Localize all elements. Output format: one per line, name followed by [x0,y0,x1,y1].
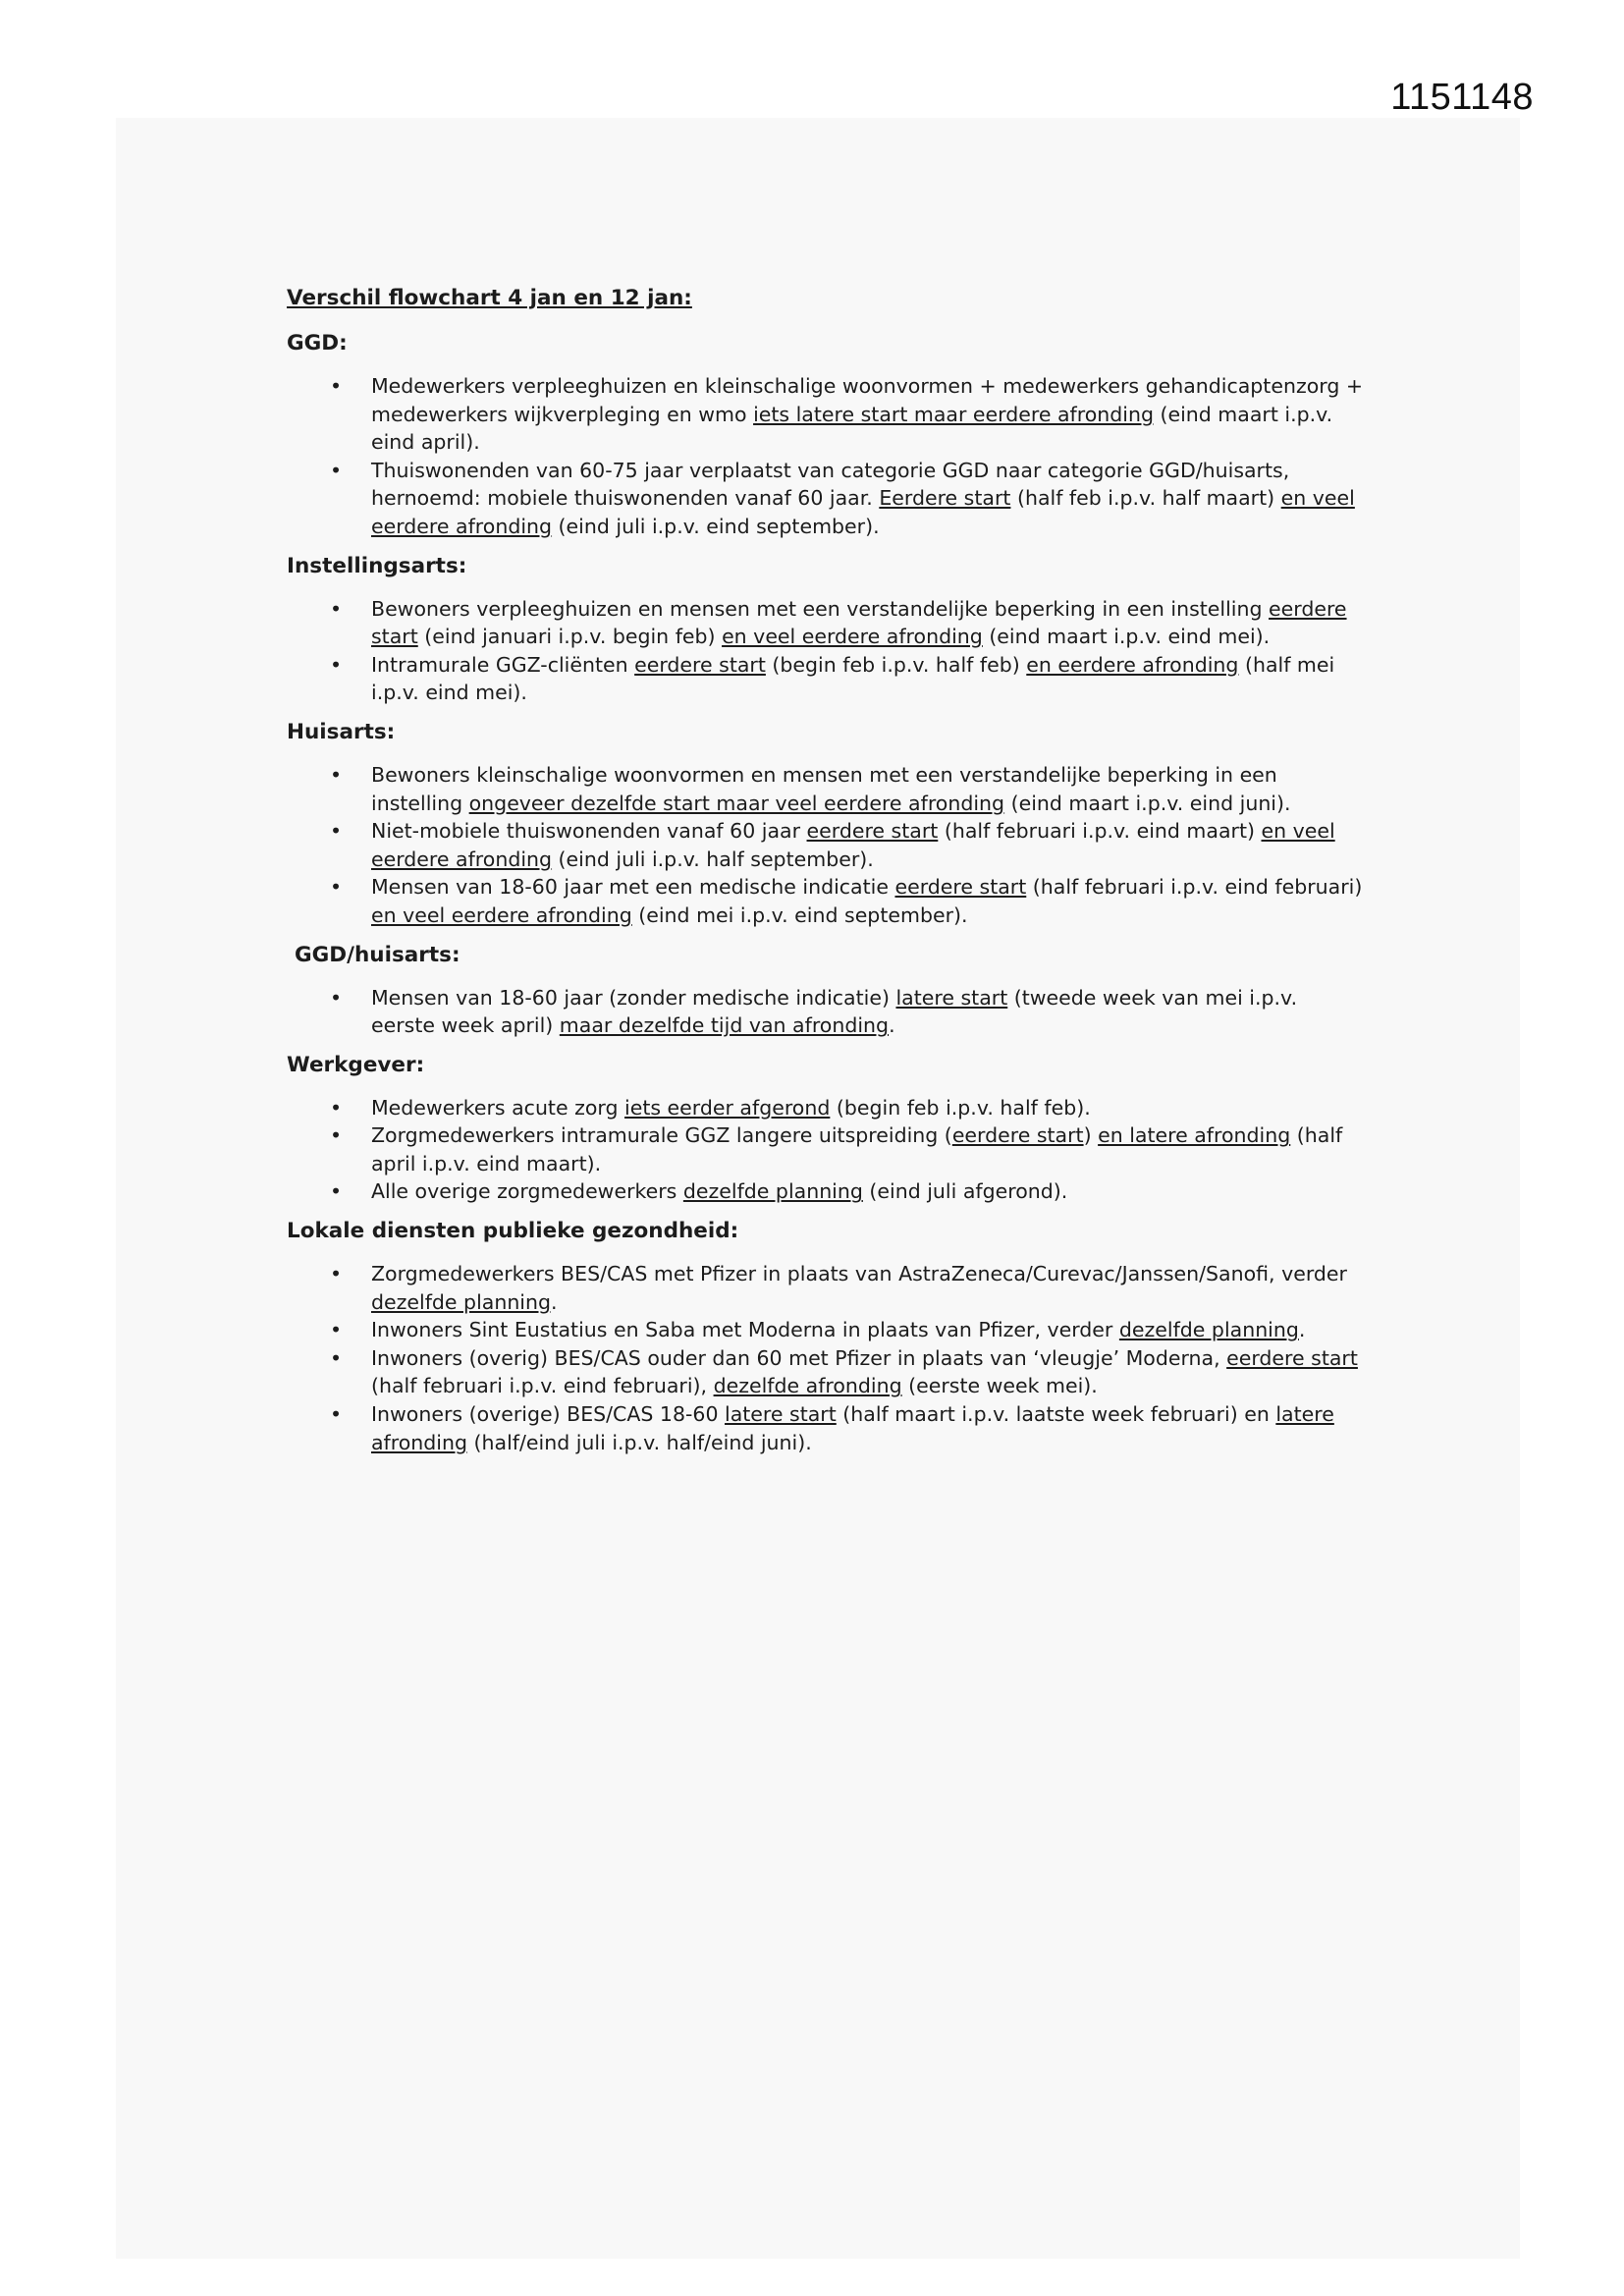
text-segment: (half april i.p.v. eind maart). [371,1123,1343,1175]
document-number: 1151148 [1390,77,1534,118]
text-segment: (eind juli i.p.v. half september). [552,847,874,871]
text-segment: (half maart i.p.v. laatste week februari) en [836,1402,1276,1427]
list-item [287,1177,1367,1206]
text-segment: (eind juli i.p.v. eind september). [552,514,880,538]
text-segment: Inwoners (overig) BES/CAS ouder dan 60 met Pfizer in plaats van ‘vleugje’ Moderna, [371,1345,1227,1370]
text-segment: Alle overige zorgmedewerkers [371,1179,683,1204]
text-segment: (eind maart i.p.v. eind april). [371,402,1333,455]
list-item [287,1400,1367,1456]
section-heading: GGD/huisarts: [295,942,460,967]
underlined-text: en veel eerdere afronding [371,902,632,927]
underlined-text: en veel eerdere afronding [371,819,1335,871]
underlined-text: Eerdere start [879,486,1011,511]
underlined-text: iets eerder afgerond [624,1095,831,1120]
document-title: Verschil flowchart 4 jan en 12 jan: [287,286,692,310]
section [287,1052,1367,1206]
list-item [287,1344,1367,1400]
underlined-text: eerdere start [634,652,766,677]
list-item [287,873,1367,929]
text-segment: (half/eind juli i.p.v. half/eind juni). [467,1430,812,1454]
text-segment: Niet-mobiele thuiswonenden vanaf 60 jaar [371,819,807,844]
text-segment: Inwoners (overige) BES/CAS 18-60 [371,1402,726,1427]
text-segment: (eind maart i.p.v. eind mei). [982,625,1271,649]
list-item [287,372,1367,457]
underlined-text: eerdere start [951,1123,1084,1148]
underlined-text: en veel eerdere afronding [371,486,1355,538]
section-heading: GGD: [287,331,348,355]
text-segment: Bewoners kleinschalige woonvormen en mensen met een verstandelijke beperking in een instelling [371,762,1277,815]
section [287,553,1367,707]
section-heading: Werkgever: [287,1052,425,1077]
text-segment: (half februari i.p.v. eind februari), [371,1374,714,1398]
list-item [287,595,1367,651]
text-segment: Zorgmedewerkers intramurale GGZ langere uitspreiding ( [371,1123,952,1148]
document-content [287,285,1367,1468]
text-segment: ) [1083,1123,1099,1148]
underlined-text: eerdere start [894,875,1027,900]
underlined-text: en veel eerdere afronding [722,625,983,649]
text-segment: (eerste week mei). [901,1374,1098,1398]
text-segment: (eind maart i.p.v. eind juni). [1004,791,1291,815]
section [287,942,1367,1040]
underlined-text: dezelfde afronding [713,1374,902,1398]
section [287,719,1367,930]
text-segment: Inwoners Sint Eustatius en Saba met Moderna in plaats van Pfizer, verder [371,1318,1119,1342]
text-segment: (eind mei i.p.v. eind september). [631,902,968,927]
bullet-list [287,1094,1367,1206]
text-segment: . [1298,1318,1306,1342]
text-segment: Intramurale GGZ-cliënten [371,652,635,677]
list-item [287,984,1367,1040]
underlined-text: dezelfde planning [682,1179,863,1204]
text-segment: (begin feb i.p.v. half feb) [765,652,1027,677]
list-item [287,1316,1367,1344]
text-segment: (half februari i.p.v. eind maart) [938,819,1262,844]
underlined-text: iets latere start maar eerdere afronding [753,402,1154,426]
text-segment: (eind juli afgerond). [862,1179,1068,1204]
underlined-text: ongeveer dezelfde start maar veel eerdere afronding [468,791,1005,815]
bullet-list [287,761,1367,930]
section [287,1218,1367,1456]
bullet-list [287,372,1367,541]
list-item [287,651,1367,707]
text-segment: . [551,1289,558,1314]
sections-container [287,330,1367,1456]
underlined-text: en latere afronding [1098,1123,1291,1148]
section [287,330,1367,541]
underlined-text: latere afronding [371,1402,1334,1454]
list-item [287,1121,1367,1177]
underlined-text: maar dezelfde tijd van afronding [559,1013,890,1038]
text-segment: (half feb i.p.v. half maart) [1010,486,1281,511]
text-segment: Zorgmedewerkers BES/CAS met Pfizer in plaats van AstraZeneca/Curevac/Janssen/Sanofi, verder [371,1262,1347,1286]
underlined-text: eerdere start [806,819,939,844]
bullet-list [287,595,1367,707]
section-heading: Huisarts: [287,719,396,744]
list-item [287,1260,1367,1316]
list-item [287,761,1367,817]
underlined-text: dezelfde planning [1118,1318,1299,1342]
text-segment: . [889,1013,895,1038]
bullet-list [287,1260,1367,1456]
text-segment: Thuiswonenden van 60-75 jaar verplaatst van categorie GGD naar categorie GGD/huisarts, hernoemd: mobiele thuiswonenden vanaf 60 jaar. [371,458,1290,511]
bullet-list [287,984,1367,1040]
text-segment: Medewerkers verpleeghuizen en kleinschalige woonvormen + medewerkers gehandicaptenzorg + medewerkers wijkverpleging en wmo [371,374,1364,426]
text-segment: (half mei i.p.v. eind mei). [371,652,1335,705]
text-segment: Medewerkers acute zorg [371,1095,625,1120]
underlined-text: latere start [895,985,1008,1010]
underlined-text: en eerdere afronding [1026,652,1239,677]
underlined-text: eerdere start [371,596,1347,649]
section-heading: Instellingsarts: [287,553,467,578]
text-segment: (eind januari i.p.v. begin feb) [417,625,723,649]
list-item [287,457,1367,541]
underlined-text: eerdere start [1226,1345,1358,1370]
text-segment: Bewoners verpleeghuizen en mensen met een verstandelijke beperking in een instelling [371,596,1270,621]
list-item [287,1094,1367,1122]
underlined-text: latere start [725,1402,837,1427]
text-segment: (tweede week van mei i.p.v. eerste week april) [371,985,1298,1038]
text-segment: (half februari i.p.v. eind februari) [1026,875,1363,900]
text-segment: (begin feb i.p.v. half feb). [830,1095,1091,1120]
text-segment: Mensen van 18-60 jaar met een medische indicatie [371,875,895,900]
section-heading: Lokale diensten publieke gezondheid: [287,1219,739,1244]
underlined-text: dezelfde planning [371,1289,552,1314]
text-segment: Mensen van 18-60 jaar (zonder medische indicatie) [371,985,896,1010]
list-item [287,817,1367,873]
